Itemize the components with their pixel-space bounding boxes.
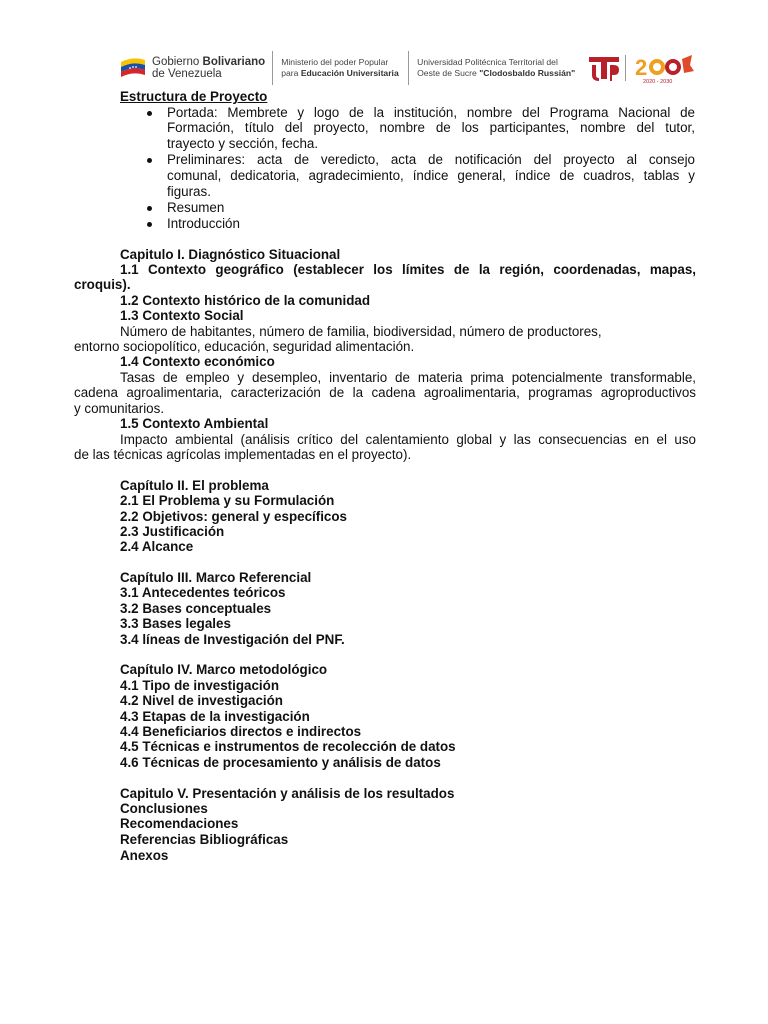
chapter-4-item: 4.2 Nivel de investigación [120,693,283,708]
university-label [417,57,585,79]
section-1-4: 1.4 Contexto económico [120,354,275,369]
gov-name-line1: Gobierno Bolivariano [152,56,266,68]
chapter-5-item: Recomendaciones [120,816,239,831]
svg-text:2: 2 [634,55,648,80]
bullet-dot [147,222,152,227]
chapter-4-title: Capítulo IV. Marco metodológico [120,662,328,677]
bullet-preliminares-cont: figuras. [167,184,211,199]
gov-name-line2: de Venezuela [152,68,222,80]
chapter-4-item: 4.5 Técnicas e instrumentos de recolección de datos [120,739,456,754]
section-1-3: 1.3 Contexto Social [120,308,244,323]
section-1-5-text: Impacto ambiental (análisis crítico del calentamiento global y las consecuencias en el uso [120,432,696,447]
bullet-preliminares: Preliminares: acta de veredicto, acta de notificación del proyecto al consejo [167,152,695,167]
letterhead-divider [272,51,273,85]
section-1-3-text: Número de habitantes, número de familia, biodiversidad, número de productores, [120,324,602,339]
chapter-2-title: Capítulo II. El problema [120,478,269,493]
document-title: Estructura de Proyecto [120,89,268,104]
section-1-4-text: cadena agroalimentaria, caracterización de la cadena agroalimentaria, programas agroproductivos [74,385,696,400]
ministry-line2: para Educación Universitaria [281,68,399,78]
ministry-label [281,57,406,79]
chapter-3-item: 3.2 Bases conceptuales [120,601,272,616]
chapter-3-item: 3.1 Antecedentes teóricos [120,585,286,600]
bullet-dot [147,206,152,211]
section-1-2: 1.2 Contexto histórico de la comunidad [120,293,370,308]
chapter-3-title: Capítulo III. Marco Referencial [120,570,312,585]
government-logo [118,54,270,82]
section-1-5: 1.5 Contexto Ambiental [120,416,269,431]
ministry-line1: Ministerio del poder Popular [281,57,389,67]
chapter-2-item: 2.4 Alcance [120,539,194,554]
university-logo [587,51,696,85]
university-line1: Universidad Politécnica Territorial del [417,57,558,67]
uptos-logo-icon [587,53,621,83]
anniversary-years: 2020 - 2030 [642,79,673,85]
university-line2: Oeste de Sucre "Clodosbaldo Russián" [417,68,576,78]
chapter-3-item: 3.4 líneas de Investigación del PNF. [120,632,345,647]
chapter-1-title: Capitulo I. Diagnóstico Situacional [120,247,341,262]
letterhead [118,46,696,90]
bullet-dot [147,158,152,163]
chapter-5-item: Referencias Bibliográficas [120,832,289,847]
section-1-1-cont: croquis). [74,277,131,292]
chapter-5-item: Anexos [120,848,169,863]
chapter-3-item: 3.3 Bases legales [120,616,231,631]
bullet-preliminares-cont: comunal, dedicatoria, agradecimiento, índice general, índice de cuadros, tablas y [167,168,695,183]
section-1-4-text: Tasas de empleo y desempleo, inventario de materia prima potencialmente transformable, [120,370,696,385]
chapter-4-item: 4.4 Beneficiarios directos e indirectos [120,724,362,739]
chapter-2-item: 2.3 Justificación [120,524,225,539]
chapter-4-item: 4.6 Técnicas de procesamiento y análisis de datos [120,755,441,770]
section-1-1: 1.1 Contexto geográfico (establecer los límites de la región, coordenadas, mapas, [120,262,696,277]
bullet-resumen: Resumen [167,200,225,215]
anniversary-logo-icon [634,51,696,85]
chapter-4-item: 4.3 Etapas de la investigación [120,709,310,724]
bullet-portada-cont: Formación, título del proyecto, nombre de los participantes, nombre del tutor, [167,120,695,135]
bullet-dot [147,111,152,116]
section-1-4-text: y comunitarios. [74,401,165,416]
venezuela-flag-icon [118,54,148,82]
letterhead-divider [625,55,626,81]
chapter-4-item: 4.1 Tipo de investigación [120,678,279,693]
chapter-2-item: 2.1 El Problema y su Formulación [120,493,335,508]
section-1-5-text: de las técnicas agrícolas implementadas en el proyecto). [74,447,412,462]
chapter-2-item: 2.2 Objetivos: general y específicos [120,509,347,524]
bullet-introduccion: Introducción [167,216,240,231]
chapter-5-item: Conclusiones [120,801,208,816]
section-1-3-text: entorno sociopolítico, educación, seguridad alimentación. [74,339,415,354]
letterhead-divider [408,51,409,85]
chapter-5-title: Capitulo V. Presentación y análisis de los resultados [120,786,455,801]
bullet-portada: Portada: Membrete y logo de la institución, nombre del Programa Nacional de [167,105,695,120]
bullet-portada-cont: trayecto y sección, fecha. [167,136,319,151]
